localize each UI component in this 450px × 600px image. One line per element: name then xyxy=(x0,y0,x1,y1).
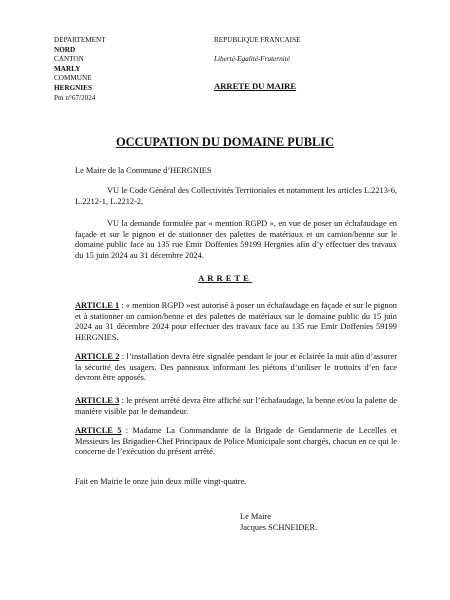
article-5 xyxy=(75,426,397,458)
canton-value: MARLY xyxy=(54,64,81,73)
arrete-du-maire-title: ARRETE DU MAIRE xyxy=(214,81,297,91)
departement-label: DEPARTEMENT xyxy=(54,36,106,44)
header-left-block xyxy=(54,36,106,103)
closing-line: Fait en Mairie le onze juin deux mille vingt-quatre. xyxy=(75,477,247,486)
signature-name: Jacques SCHNEIDER. xyxy=(240,522,318,532)
canton-label: CANTON xyxy=(54,55,84,64)
reference-number: Pm n°67/2024 xyxy=(54,93,96,102)
mayor-line: Le Maire de la Commune d’HERGNIES xyxy=(75,166,212,175)
signature-block xyxy=(240,512,317,533)
arrete-heading: ARRETE xyxy=(198,273,252,283)
article-2-label: ARTICLE 2 xyxy=(75,352,120,361)
article-3-label: ARTICLE 3 xyxy=(75,396,120,405)
republique-label: REPUBLIQUE FRANCAISE xyxy=(214,36,301,44)
page-title: OCCUPATION DU DOMAINE PUBLIC xyxy=(115,135,335,149)
article-1 xyxy=(75,301,397,343)
commune-label: COMMUNE xyxy=(54,74,92,83)
vu-demande-paragraph: VU la demande formulée par « mention RGPD », en vue de poser un échafaudage en façade et sur le pignon et de stationner des palettes de matériaux et un camion/benne sur le domaine public face au 135 rue Emir Doffenies 59199 Hergnies afin d’y effectuer des travaux du 15 juin 2024 au 31 décembre 2024. xyxy=(75,219,397,260)
article-5-text: : Madame La Commandante de la Brigade de Gendarmerie de Lecelles et Messieurs les Brigadier-Chef Principaux de Police Municipale sont chargés, chacun en ce qui le concerne de l’exécution du présent arrêté. xyxy=(75,426,397,457)
commune-value: HERGNIES xyxy=(54,83,92,92)
motto: Liberté-Egalité-Fraternité xyxy=(214,55,290,64)
article-2 xyxy=(75,352,397,384)
article-1-text: : « mention RGPD »est autorisé à poser un échafaudage en façade et sur le pignon et à stationner un camion/benne et des palettes de matériaux sur le domaine public du 15 juin 2024 au 31 décembre 2024 pour effectuer des travaux face au 135 rue Emir Doffenies 59199 HERGNIES. xyxy=(75,301,397,342)
header-right-block xyxy=(214,36,300,65)
departement-value: NORD xyxy=(54,45,76,54)
article-3 xyxy=(75,396,397,417)
article-2-text: : l’installation devra être signalée pendant le jour et éclairée la nuit afin d’assurer la sécurité des usagers. Des panneaux informant les piétons d’utiliser le trottoirs d’en face devront être apposés. xyxy=(75,352,398,383)
vu-code-paragraph: VU le Code Général des Collectivités Territoriales et notamment les articles L.2213-6, L.2212-1, L.2212-2, xyxy=(75,186,397,206)
article-3-text: : le présent arrêté devra être affiché sur l’échafaudage, la benne et/ou la palette de manière visible par le demandeur. xyxy=(75,396,397,416)
article-1-label: ARTICLE 1 xyxy=(75,301,120,310)
signature-title: Le Maire xyxy=(240,512,271,521)
article-5-label: ARTICLE 5 xyxy=(75,426,122,435)
